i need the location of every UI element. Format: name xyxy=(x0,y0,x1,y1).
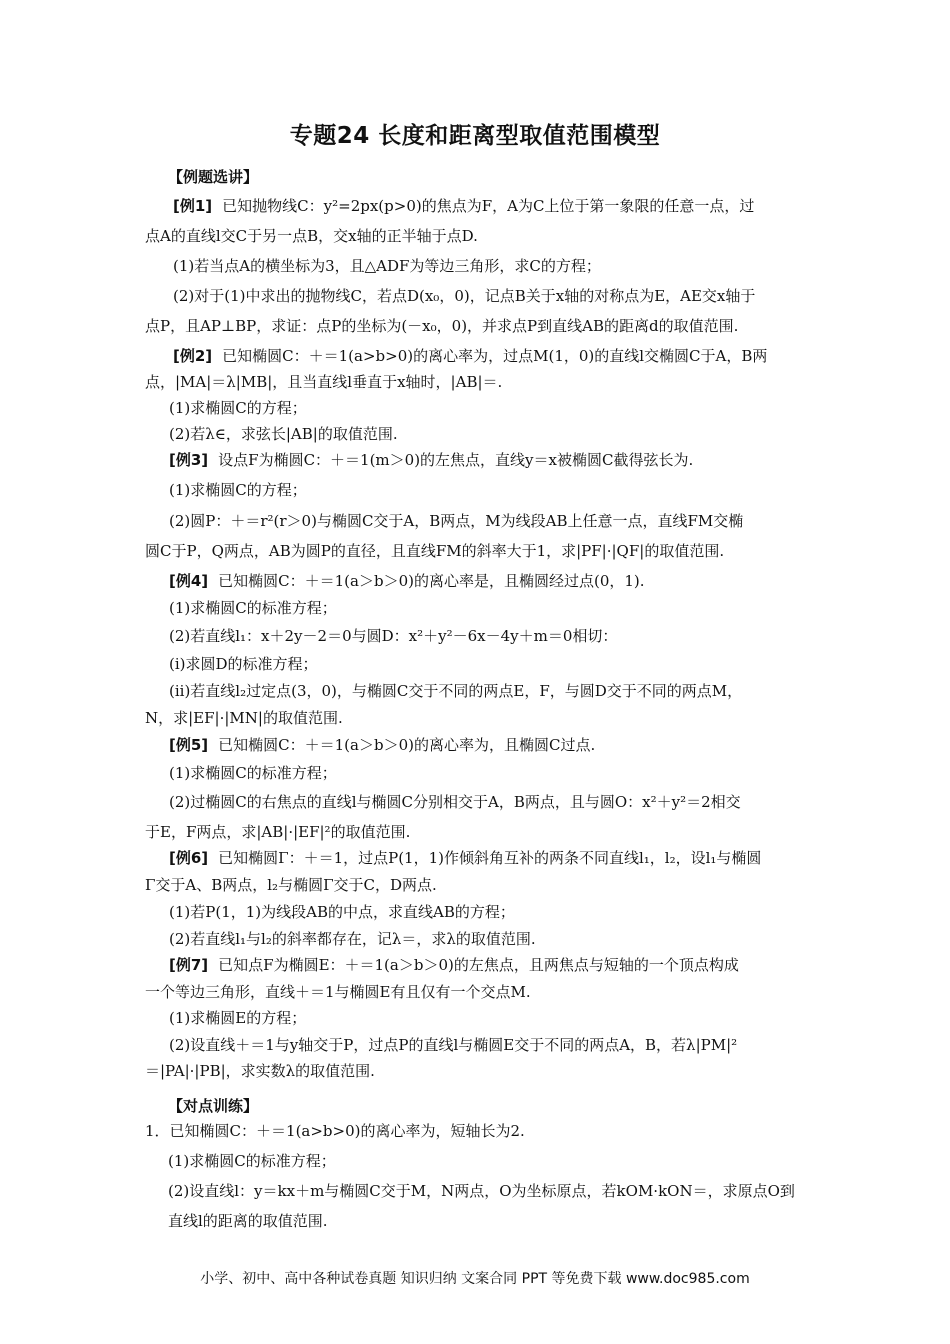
example-1-line-5: 点P，且AP⊥BP，求证：点P的坐标为(－x₀，0)，并求点P到直线AB的距离d的取值范围. xyxy=(145,317,739,335)
example-1-part-2: (2)对于(1)中求出的抛物线C，若点D(x₀，0)，记点B关于x轴的对称点为E，AE交x轴于 xyxy=(173,287,756,305)
example-3-line-1: [例3] 设点F为椭圆C：＋＝1(m＞0)的左焦点，直线y＝x被椭圆C截得弦长为. xyxy=(169,451,694,469)
example-3-line-4: 圆C于P，Q两点，AB为圆P的直径，且直线FM的斜率大于1，求|PF|·|QF|的取值范围. xyxy=(145,542,725,560)
example-4-part-2: (2)若直线l₁：x＋2y－2＝0与圆D：x²＋y²－6x－4y＋m＝0相切： xyxy=(169,627,618,645)
example-7-part-1: (1)求椭圆E的方程； xyxy=(169,1009,307,1027)
section-heading-examples: 【例题选讲】 xyxy=(168,168,259,186)
example-1-label: [例1] xyxy=(173,197,213,215)
footer-text: 小学、初中、高中各种试卷真题 知识归纳 文案合同 PPT 等免费下载 www.doc985.com xyxy=(200,1271,750,1287)
example-2-line-1: [例2] 已知椭圆C：＋＝1(a>b>0)的离心率为，过点M(1，0)的直线l交椭圆C于A，B两 xyxy=(173,347,768,365)
example-6-part-2: (2)若直线l₁与l₂的斜率都存在，记λ＝，求λ的取值范围. xyxy=(169,930,536,948)
page-title: 专题24 长度和距离型取值范围模型 xyxy=(289,123,661,149)
example-4-subpart-i: (i)求圆D的标准方程； xyxy=(169,655,318,673)
example-7-label: [例7] xyxy=(169,956,209,974)
example-3-part-2: (2)圆P：＋＝r²(r＞0)与椭圆C交于A，B两点，M为线段AB上任意一点，直线FM交椭 xyxy=(169,512,744,530)
training-1-line-1: 1．已知椭圆C：＋＝1(a>b>0)的离心率为，短轴长为2. xyxy=(145,1122,525,1140)
example-1-line-2: 点A的直线l交C于另一点B，交x轴的正半轴于点D. xyxy=(145,227,478,245)
example-3-label: [例3] xyxy=(169,451,209,469)
example-2-line-2: 点，|MA|＝λ|MB|，且当直线l垂直于x轴时，|AB|＝. xyxy=(145,373,503,391)
example-3-part-1: (1)求椭圆C的方程； xyxy=(169,481,307,499)
example-2-part-2: (2)若λ∈，求弦长|AB|的取值范围. xyxy=(169,425,398,443)
example-4-label: [例4] xyxy=(169,572,209,590)
example-6-line-1: [例6] 已知椭圆Γ：＋＝1，过点P(1，1)作倾斜角互补的两条不同直线l₁，l₂，设l₁与椭圆 xyxy=(169,849,762,867)
example-5-label: [例5] xyxy=(169,736,209,754)
example-4-subpart-ii: (ii)若直线l₂过定点(3，0)，与椭圆C交于不同的两点E，F，与圆D交于不同的两点M， xyxy=(169,682,743,700)
example-7-part-2: (2)设直线＋＝1与y轴交于P，过点P的直线l与椭圆E交于不同的两点A，B，若λ|PM|² xyxy=(169,1036,738,1054)
training-1-part-2: (2)设直线l：y＝kx＋m与椭圆C交于M，N两点，O为坐标原点，若kOM·kON＝，求原点O到 xyxy=(168,1182,795,1200)
example-1-line-1: [例1] 已知抛物线C：y²=2px(p>0)的焦点为F，A为C上位于第一象限的任意一点，过 xyxy=(173,197,755,215)
example-5-line-1: [例5] 已知椭圆C：＋＝1(a＞b＞0)的离心率为，且椭圆C过点. xyxy=(169,736,596,754)
training-1-part-1: (1)求椭圆C的标准方程； xyxy=(168,1152,336,1170)
example-5-part-2: (2)过椭圆C的右焦点的直线l与椭圆C分别相交于A，B两点，且与圆O：x²＋y²＝2相交 xyxy=(169,793,741,811)
example-7-line-2: 一个等边三角形，直线＋＝1与椭圆E有且仅有一个交点M. xyxy=(145,983,531,1001)
example-4-part-1: (1)求椭圆C的标准方程； xyxy=(169,599,337,617)
example-5-line-4: 于E，F两点，求|AB|·|EF|²的取值范围. xyxy=(145,823,411,841)
training-1-line-4: 直线l的距离的取值范围. xyxy=(168,1212,328,1230)
example-7-line-5: ＝|PA|·|PB|，求实数λ的取值范围. xyxy=(145,1062,375,1080)
section-heading-training: 【对点训练】 xyxy=(168,1097,259,1115)
example-6-label: [例6] xyxy=(169,849,209,867)
example-2-part-1: (1)求椭圆C的方程； xyxy=(169,399,307,417)
example-1-part-1: (1)若当点A的横坐标为3，且△ADF为等边三角形，求C的方程； xyxy=(173,257,601,275)
example-2-label: [例2] xyxy=(173,347,213,365)
example-6-line-2: Γ交于A、B两点，l₂与椭圆Γ交于C，D两点. xyxy=(145,876,437,894)
example-4-line-1: [例4] 已知椭圆C：＋＝1(a＞b＞0)的离心率是，且椭圆经过点(0，1). xyxy=(169,572,645,590)
example-5-part-1: (1)求椭圆C的标准方程； xyxy=(169,764,337,782)
example-4-line-6: N，求|EF|·|MN|的取值范围. xyxy=(145,709,343,727)
example-6-part-1: (1)若P(1，1)为线段AB的中点，求直线AB的方程； xyxy=(169,903,515,921)
example-7-line-1: [例7] 已知点F为椭圆E：＋＝1(a＞b＞0)的左焦点，且两焦点与短轴的一个顶点构成 xyxy=(169,956,739,974)
